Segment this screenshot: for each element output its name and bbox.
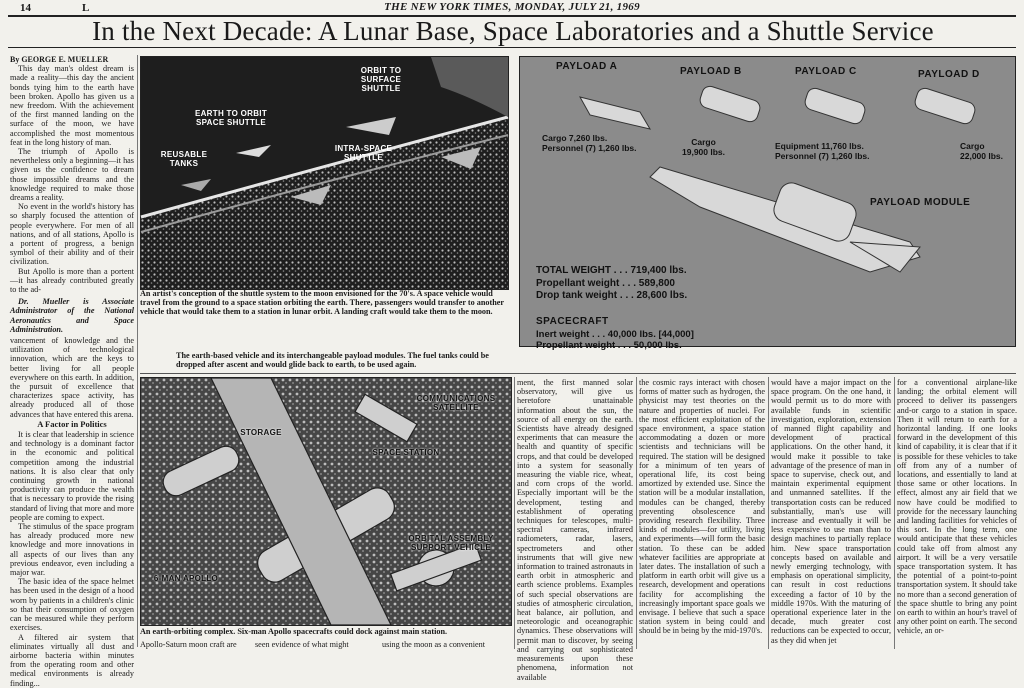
earth-orbit-illustration [141,57,508,289]
shuttle-system-photo [140,56,509,290]
payload-a-label: PAYLOAD A [556,61,618,72]
article-paragraph: No event in the world's history has so sharply focused the attention of people everywhere. For men of all nations, and of all stations, Apollo is a portent of progress, a benign symbol of their ability and of their civilization. [10,202,134,267]
column-text: would have a major impact on the space program. On the one hand, it would permit us to do more with available funds in scientific investigation, exploration, extension of manned flight capability and development of practical applications. On the other hand, it would make it possible to take advantage of the presence of man in space to supervise, check out, and maintain experimental equipment and unmanned satellites. If the transportation costs can be reduced substantially, man's use will increase and eventually it will be less expensive to use man than to design machines to partially replace him. New space transportation concepts based on available and newly emerging technology, with emphasis on operational simplicity, can result in cost reductions exceeding a factor of 10 by the middle 1970s. With the maturing of operational experience later in the decade, much greater cost reductions can be expected to occur, as they did when jet [771,378,891,645]
intra-space-label: INTRA-SPACE SHUTTLE [334,144,393,162]
column-divider [894,377,895,649]
bottom-fragment: Apollo-Saturn moon craft are [140,640,237,649]
photo1-caption: An artist's conception of the shuttle system to the moon envisioned for the 70's. A space vehicle would travel from the ground to a space station orbiting the earth. There, passengers would transfer to another vehicle that would take them to a station in lunar orbit. A landing craft would take them to the moon. [140,289,504,317]
payload-a-specs: Cargo 7,260 lbs. Personnel (7) 1,260 lbs. [542,133,637,153]
orbiting-complex-photo [140,377,512,626]
payload-module-label: PAYLOAD MODULE [870,197,971,208]
body-column-3 [771,378,891,651]
payload-d-specs: Cargo 22,000 lbs. [960,141,1004,161]
article-paragraph: A filtered air system that eliminates virtually all dust and airborne bacteria within minutes from the operating room and other medical environments is already finding... [10,632,134,688]
article-paragraph: But Apollo is more than a portent—it has already contributed greatly to the ad- [10,266,134,295]
left-column-bottom [10,336,134,688]
headline: In the Next Decade: A Lunar Base, Space Laboratories and a Shuttle Service [92,16,934,46]
article-paragraph: The stimulus of the space program has already produced more new knowledge and more innovations in all aspects of our lives than any previous endeavor, even including a major war. [10,522,134,578]
payload-d-label: PAYLOAD D [918,69,980,80]
payload-c-label: PAYLOAD C [795,66,857,77]
left-column-top [10,55,134,334]
byline: By GEORGE E. MUELLER [10,55,109,64]
body-column-4 [897,378,1017,651]
orbit-shuttle-label: ORBIT TO SURFACE SHUTTLE [360,66,402,93]
spacecraft-weights: Inert weight . . . 40,000 lbs. [44,000] Propellant weight . . . 50,000 lbs. [536,329,694,351]
article-paragraph: The triumph of Apollo is nevertheless only a beginning—it has given us the confidence to dream those impossible dreams and the knowledge required to make those dreams a reality. [10,147,134,203]
column-divider [768,377,769,649]
page-letter: L [82,2,90,14]
body-column-1 [517,378,633,682]
article-paragraph: This day man's oldest dream is made a reality—this day the ancient bonds tying him to the earth have been broken. Apollo has given us a new freedom. With the achievement of the first manned landing on the surface of the moon, we have accomplished the most momentous feat in the long history of man. [10,64,134,147]
bottom-fragment: using the moon as a convenient [382,640,486,649]
payload-b-specs: Cargo 19,900 lbs. [682,137,726,157]
payload-b-label: PAYLOAD B [680,66,742,77]
column-text: the cosmic rays interact with chosen forms of matter such as hydrogen, the physicist may test theories on the nature and properties of nuclei. For the most efficient exploitation of the space environment, a space station accommodating a dozen or more scientists and technicians will be required. The station will be designed for a minimum of ten years of operational life, its cost being amortized by extended use. Since the station will be a modular installation, modules can be changed, thereby preventing obsolescence and providing research flexibility. Three kinds of modules—for utility, living and experiments—will form the basic station. To these can be added whatever facilities are appropriate at later dates. The installation of such a platform in earth orbit will give us a research, development and operations facility for accomplishing the increasingly important space goals we envisage. I believe that such a space station system in being could and should be in being by the mid-1970's. [639,378,765,636]
article-continued: vancement of knowledge and the utilization of technological innovation, which are the keys to better living for all people everywhere on this earth. In addition, the pursuit of excellence that characterizes space activity, has already produced all of those advances that have entered this arena. [10,336,134,419]
column-divider [514,377,515,649]
photo3-caption: An earth-orbiting complex. Six-man Apollo spacecrafts could dock against main station. [140,627,448,636]
storage-label: STORAGE [240,428,282,437]
article-paragraph: The basic idea of the space helmet has been used in the design of a hood worn by patients in a children's clinic so that their consumption of oxygen can be measured while they perform exercises. [10,577,134,633]
column-text: for a conventional airplane-like landing; the orbital element will proceed to deliver its passengers and-or cargo to a station in space. Then it will return to earth for a horizontal landing. If one looks forward in the development of this kind of capability, it is clear that if it is possible for these vehicles to take off from any of a number of locations, and essentially to land at those same or other locations. In effect, almost any air field that we now have could be modified to provide for the necessary launching and landing facilities for vehicles of this sort. In the long term, one would anticipate that these vehicles could take off from almost any airport. It will be a very versatile space transportation system. It has the potential of a point-to-point transportation system. It should take no more than a second generation of the space shuttle to bring any point on earth to within an hour's travel of any other point on earth. The second vehicle, an or- [897,378,1017,636]
orbital-assembly-label: ORBITAL ASSEMBLY SUPPORT VEHICLE [408,534,494,552]
newspaper-dateline: THE NEW YORK TIMES, MONDAY, JULY 21, 1969 [384,1,640,13]
space-station-illustration [141,378,511,625]
subhead: A Factor in Politics [37,418,107,429]
column-text: ment, the first manned solar observatory, will give us heretofore unattainable information about the sun, the source of all energy on the earth. Scientists have already designed experiments that can measure the health and quantity of specific crops, and that could be developed into a system for seasonally measuring the viable rice, wheat, and corn crops of the world. Especially important will be the development, testing and establishment of operating techniques for telescopes, multi-spectral cameras, infrared radiometers, radar, lasers, spectrometers and other instruments that will give new information to trained astronauts in earth orbit in atmospheric and earth science problems. Examples of such special observations are studies of atmospheric circulation, heat balance, air pollution, and meteorologic and oceanographic dynamics. These observations will permit man to discover, by seeing and carrying out sophisticated measurements upon these phenomena, information not available [517,378,633,682]
total-weights: TOTAL WEIGHT . . . 719,400 lbs. Propellant weight . . . 589,800 Drop tank weight . . . 28,600 lbs. [536,265,688,301]
spacecraft-title: SPACECRAFT [536,316,609,327]
bottom-fragment: seen evidence of what might [255,640,349,649]
earth-shuttle-label: EARTH TO ORBIT SPACE SHUTTLE [194,109,268,127]
column-divider [636,377,637,649]
reusable-tanks-label: REUSABLE TANKS [160,150,208,168]
article-paragraph: It is clear that leadership in science and technology is a dominant factor in the economic and political competition among the industrial nations. It is also clear that only continuing growth in national productivity can produce the wealth that is necessary to provide the rising standard of living that more and more people are coming to expect. [10,430,134,522]
apollo-label: 6-MAN APOLLO [153,574,219,583]
masthead [0,0,1024,16]
comsat-label: COMMUNICATIONS SATELLITE [416,394,496,412]
photo2-caption: The earth-based vehicle and its interchangeable payload modules. The fuel tanks could be dropped after ascent and would glide back to earth, to be used again. [176,351,489,370]
space-station-label: SPACE STATION [372,448,440,457]
page-number: 14 [20,2,31,14]
body-column-2 [639,378,765,651]
column-divider [137,55,138,647]
payload-c-specs: Equipment 11,760 lbs. Personnel (7) 1,260 lbs. [775,141,870,161]
payload-modules-photo [519,56,1016,351]
headline-rule [8,47,1016,48]
author-note: Dr. Mueller is Associate Administrator of the National Aeronautics and Space Administration. [10,297,134,334]
section-rule [140,373,1016,374]
